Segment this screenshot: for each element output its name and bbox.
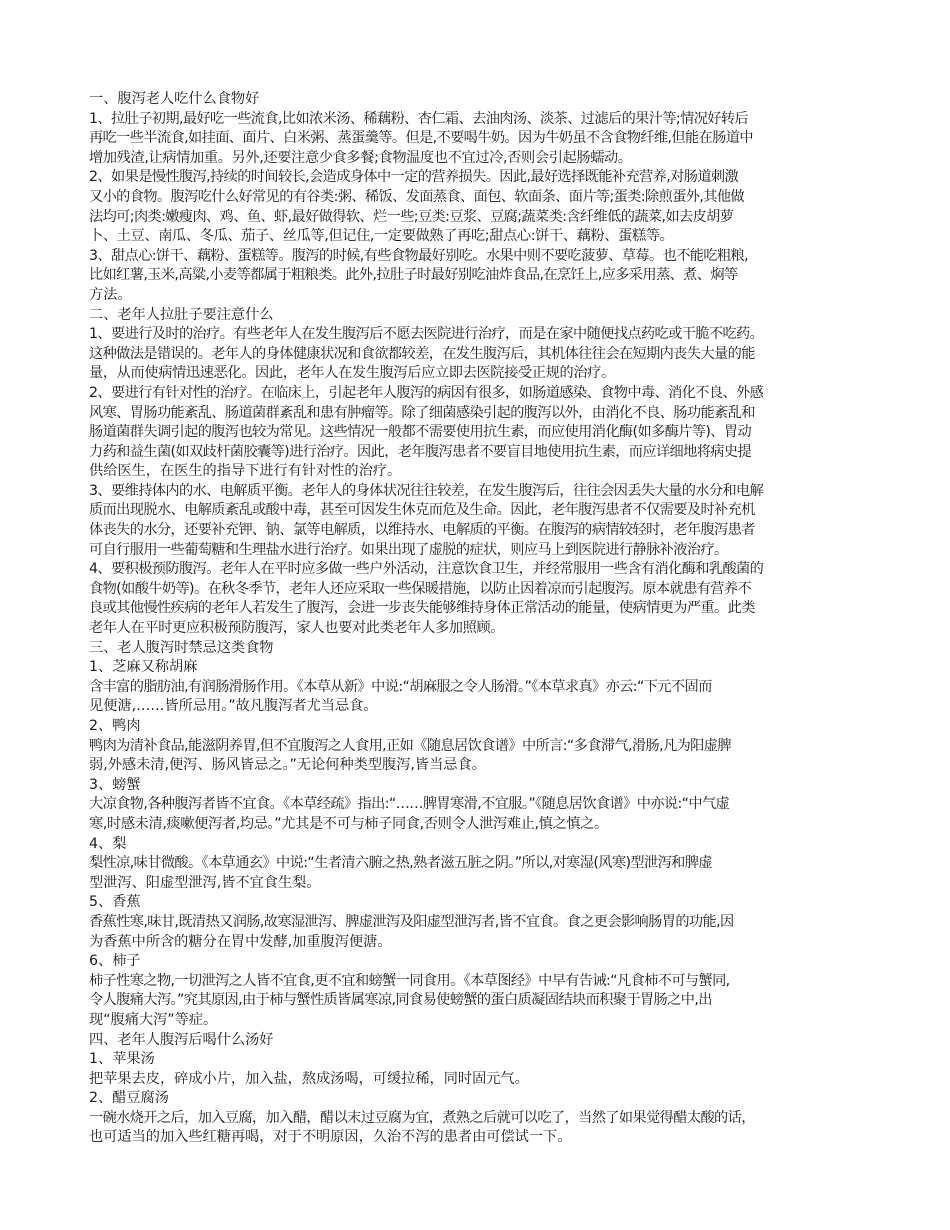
paragraph-line: 量，从而使病情迅速恶化。因此，老年人在发生腹泻后应立即去医院接受正规的治疗。 [89, 365, 615, 382]
paragraph-line: 卜、土豆、南瓜、冬瓜、茄子、丝瓜等,但记住,一定要做熟了再吃;甜点心:饼干、藕粉、蛋糕等。 [89, 228, 674, 245]
item-heading: 3、螃蟹 [89, 776, 141, 793]
paragraph-line: 4、要积极预防腹泻。老年人在平时应多做一些户外活动，注意饮食卫生，并经常服用一些含有消化酶和乳酸菌的 [89, 561, 764, 578]
paragraph-line: 2、要进行有针对性的治疗。在临床上，引起老年人腹泻的病因有很多，如肠道感染、食物中毒、消化不良、外感 [89, 384, 764, 401]
paragraph-line: 1、要进行及时的治疗。有些老年人在发生腹泻后不愿去医院进行治疗，而是在家中随便找点药吃或干脆不吃药。 [89, 326, 764, 343]
item-heading: 2、鸭肉 [89, 718, 141, 734]
paragraph-line: 食物(如酸牛奶等)。在秋冬季节，老年人还应采取一些保暖措施，以防止因着凉而引起腹泻。原本就患有营养不 [89, 580, 752, 597]
paragraph-line: 体丧失的水分，还要补充钾、钠、氯等电解质，以维持水、电解质的平衡。在腹泻的病情较轻时，老年腹泻患者 [89, 522, 755, 539]
paragraph-line: 见便溏,……皆所忌用。”故凡腹泻者尤当忌食。 [89, 698, 378, 715]
article-body [89, 90, 863, 1148]
paragraph-line: 含丰富的脂肪油,有润肠滑肠作用。《本草从新》中说:“胡麻服之令人肠滑。”《本草求真》亦云:“下元不固而 [89, 678, 712, 695]
paragraph-line: 现“腹痛大泻”等症。 [89, 1011, 218, 1028]
paragraph-line: 鸭肉为清补食品,能滋阴养胃,但不宜腹泻之人食用,正如《随息居饮食谱》中所言:“多食滞气,滑肠,凡为阳虚脾 [89, 737, 731, 754]
paragraph-line: 这种做法是错误的。老年人的身体健康状况和食欲都较差，在发生腹泻后，其机体往往会在短期内丧失大量的能 [89, 345, 755, 362]
paragraph-line: 增加残渣,让病情加重。另外,还要注意少食多餐;食物温度也不宜过冷,否则会引起肠蠕动。 [89, 149, 632, 166]
paragraph-line: 梨性凉,味甘微酸。《本草通玄》中说:“生者清六腑之热,熟者滋五脏之阴。”所以,对寒湿(风寒)型泄泻和脾虚 [89, 855, 712, 872]
item-heading: 4、梨 [89, 835, 127, 852]
paragraph-line: 3、要维持体内的水、电解质平衡。老年人的身体状况往往较差，在发生腹泻后，往往会因丢失大量的水分和电解 [89, 482, 764, 499]
paragraph-line: 再吃一些半流食,如挂面、面片、白米粥、蒸蛋羹等。但是,不要喝牛奶。因为牛奶虽不含食物纤维,但能在肠道中 [89, 130, 753, 147]
paragraph-line: 也可适当的加入些红糖再喝，对于不明原因，久治不泻的患者由可偿试一下。 [89, 1129, 572, 1146]
paragraph-line: 力药和益生菌(如双歧杆菌胶囊等)进行治疗。因此，老年腹泻患者不要盲目地使用抗生素，而应详细地将病史提 [89, 443, 752, 460]
paragraph-line: 为香蕉中所含的糖分在胃中发酵,加重腹泻便溏。 [89, 933, 392, 950]
paragraph-line: 令人腹痛大泻。”究其原因,由于柿与蟹性质皆属寒凉,同食易使螃蟹的蛋白质凝固结块而积聚于胃肠之中,出 [89, 992, 712, 1009]
paragraph-line: 寒,时感未清,痰嗽便泻者,均忌。”尤其是不可与柿子同食,否则令人泄泻难止,慎之慎之。 [89, 815, 608, 832]
paragraph-line: 良或其他慢性疾病的老年人若发生了腹泻，会进一步丧失能够维持身体正常活动的能量，使病情更为严重。此类 [89, 600, 755, 617]
section-heading-2: 二、老年人拉肚子要注意什么 [89, 306, 274, 323]
paragraph-line: 1、拉肚子初期,最好吃一些流食,比如浓米汤、稀藕粉、杏仁霜、去油肉汤、淡茶、过滤后的果汁等;情况好转后 [89, 110, 749, 127]
section-heading-3: 三、老人腹泻时禁忌这类食物 [89, 639, 274, 656]
paragraph-line: 方法。 [89, 286, 132, 303]
paragraph-line: 风寒、胃肠功能紊乱、肠道菌群紊乱和患有肿瘤等。除了细菌感染引起的腹泻以外，由消化不良、肠功能紊乱和 [89, 404, 755, 421]
paragraph-line: 柿子性寒之物,一切泄泻之人皆不宜食,更不宜和螃蟹一同食用。《本草图经》中早有告诫:“凡食柿不可与蟹同, [89, 972, 730, 989]
item-heading: 1、苹果汤 [89, 1051, 155, 1068]
paragraph-line: 可自行服用一些葡萄糖和生理盐水进行治疗。如果出现了虚脱的症状，则应马上到医院进行静脉补液治疗。 [89, 541, 728, 558]
paragraph-line: 比如红薯,玉米,高粱,小麦等都属于粗粮类。此外,拉肚子时最好别吃油炸食品,在烹饪上,应多采用蒸、煮、焖等 [89, 267, 738, 284]
paragraph-line: 供给医生，在医生的指导下进行有针对性的治疗。 [89, 463, 402, 480]
paragraph-line: 质而出现脱水、电解质紊乱或酸中毒，甚至可因发生休克而危及生命。因此，老年腹泻患者不仅需要及时补充机 [89, 502, 755, 519]
paragraph-line: 弱,外感未清,便泻、肠风皆忌之。”无论何种类型腹泻,皆当忌食。 [89, 757, 486, 774]
paragraph-line: 又小的食物。腹泻吃什么好常见的有谷类:粥、稀饭、发面蒸食、面包、软面条、面片等;蛋类:除煎蛋外,其他做 [89, 188, 745, 205]
section-heading-1: 一、腹泻老人吃什么食物好 [89, 91, 260, 107]
paragraph-line: 型泄泻、阳虚型泄泻,皆不宜食生梨。 [89, 874, 321, 891]
paragraph-line: 3、甜点心:饼干、藕粉、蛋糕等。腹泻的时候,有些食物最好别吃。水果中则不要吃菠萝、草莓。也不能吃粗粮, [89, 247, 749, 264]
paragraph-line: 把苹果去皮，碎成小片，加入盐，熬成汤喝，可缓拉稀，同时固元气。 [89, 1070, 529, 1087]
paragraph-line: 一碗水烧开之后，加入豆腐，加入醋，醋以末过豆腐为宜，煮熟之后就可以吃了，当然了如果觉得醋太酸的话， [89, 1109, 755, 1126]
item-heading: 1、芝麻又称胡麻 [89, 659, 198, 676]
section-heading-4: 四、老年人腹泻后喝什么汤好 [89, 1031, 274, 1048]
paragraph-line: 老年人在平时更应积极预防腹泻，家人也要对此类老年人多加照顾。 [89, 620, 505, 637]
paragraph-line: 2、如果是慢性腹泻,持续的时间较长,会造成身体中一定的营养损失。因此,最好选择既能补充营养,对肠道刺激 [89, 169, 739, 186]
paragraph-line: 大凉食物,各种腹泻者皆不宜食。《本草经疏》指出:“……脾胃寒滑,不宜服。”《随息居饮食谱》中亦说:“中气虚 [89, 796, 730, 813]
paragraph-line: 香蕉性寒,味甘,既清热又润肠,故寒湿泄泻、脾虚泄泻及阳虚型泄泻者,皆不宜食。食之更会影响肠胃的功能,因 [89, 913, 734, 930]
item-heading: 2、醋豆腐汤 [89, 1090, 169, 1107]
paragraph-line: 肠道菌群失调引起的腹泻也较为常见。这些情况一般都不需要使用抗生素，而应使用消化酶(如多酶片等)、胃动 [89, 424, 752, 441]
item-heading: 5、香蕉 [89, 894, 141, 911]
paragraph-line: 法均可;肉类:嫩瘦肉、鸡、鱼、虾,最好做得软、烂一些;豆类:豆浆、豆腐;蔬菜类:含纤维低的蔬菜,如去皮胡萝 [89, 208, 734, 225]
item-heading: 6、柿子 [89, 953, 141, 970]
